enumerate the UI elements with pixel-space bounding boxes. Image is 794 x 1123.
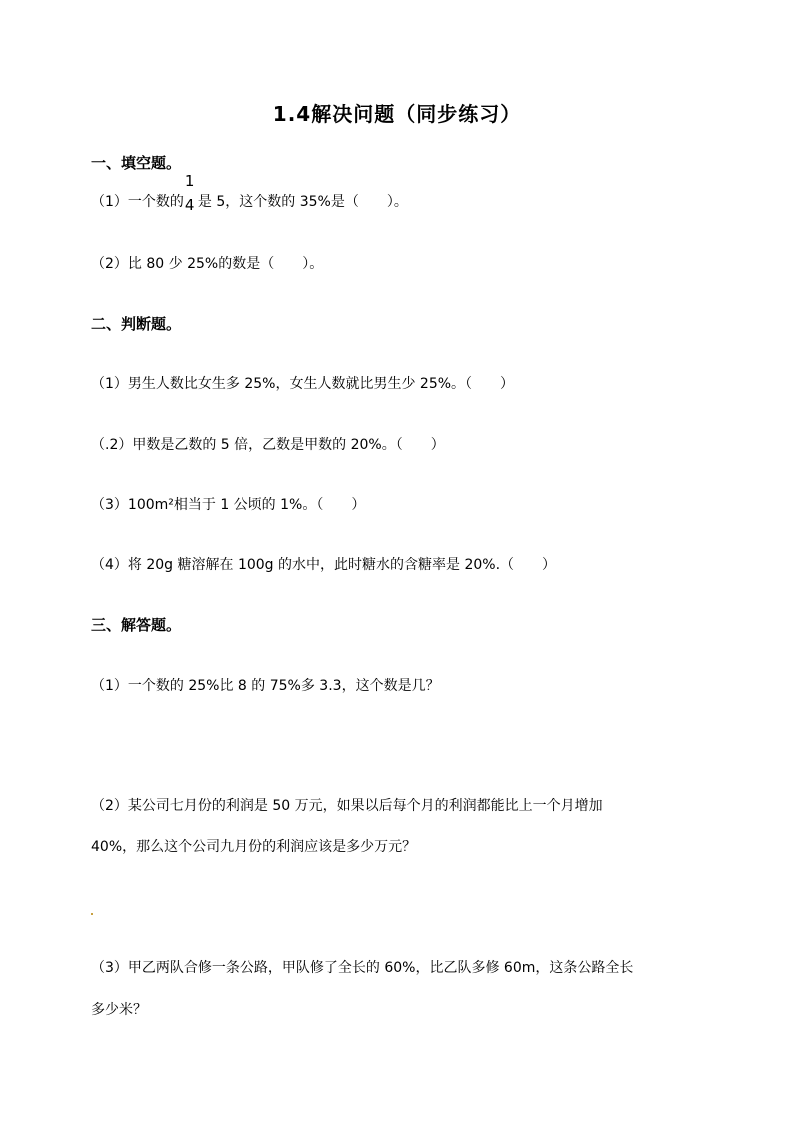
fraction-one-quarter [184, 172, 198, 214]
judge-question-1: （1）男生人数比女生多 25%，女生人数就比男生少 25%。（ ） [91, 376, 515, 392]
judge-question-2: （.2）甲数是乙数的 5 倍，乙数是甲数的 20%。（ ） [91, 437, 445, 453]
fraction-denominator: 4 [184, 196, 195, 214]
fraction-numerator: 1 [184, 172, 195, 190]
section-heading-answer: 三、解答题。 [91, 616, 182, 634]
answer-question-1: （1）一个数的 25%比 8 的 75%多 3.3，这个数是几？ [91, 678, 440, 694]
fill-question-1-before: （1）一个数的 [91, 194, 184, 210]
judge-question-4: （4）将 20g 糖溶解在 100g 的水中，此时糖水的含糖率是 20%.（ ） [91, 557, 557, 573]
fill-question-1-after: 是 5，这个数的 35%是（ ）。 [197, 194, 408, 210]
page-title: 1.4解决问题（同步练习） [272, 102, 522, 126]
section-heading-judge: 二、判断题。 [91, 315, 182, 333]
stray-mark [91, 913, 93, 915]
fill-question-2: （2）比 80 少 25%的数是（ ）。 [91, 256, 324, 272]
answer-question-2-line-1: （2）某公司七月份的利润是 50 万元，如果以后每个月的利润都能比上一个月增加 [91, 798, 603, 814]
answer-question-3-line-2: 多少米？ [91, 1002, 147, 1018]
section-heading-fill: 一、填空题。 [91, 154, 182, 172]
judge-question-3: （3）100m²相当于 1 公顷的 1%。（ ） [91, 497, 366, 513]
answer-question-2-line-2: 40%，那么这个公司九月份的利润应该是多少万元？ [91, 839, 417, 855]
answer-question-3-line-1: （3）甲乙两队合修一条公路，甲队修了全长的 60%，比乙队多修 60m，这条公路全长 [91, 960, 634, 976]
fill-question-1 [91, 172, 408, 214]
